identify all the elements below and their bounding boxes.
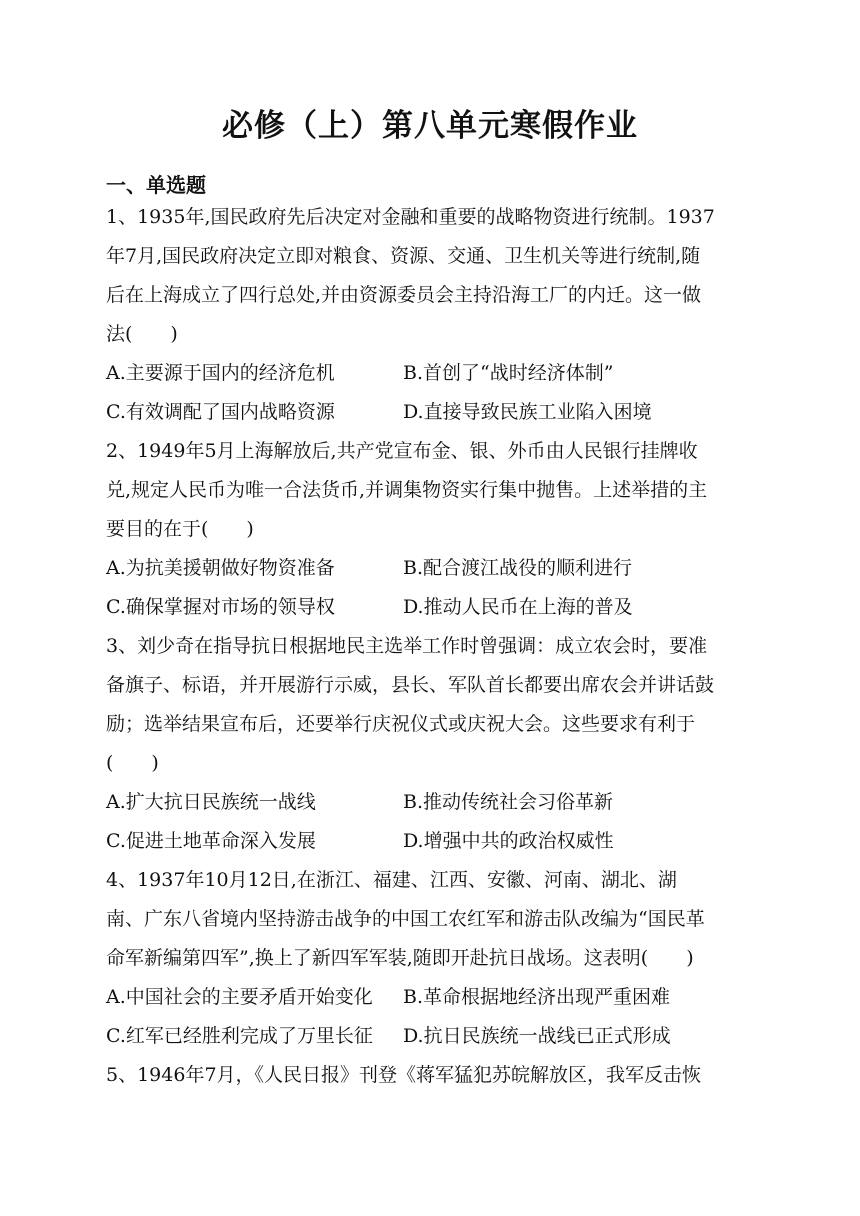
question-text-line: 2、1949年5月上海解放后,共产党宣布金、银、外币由人民银行挂牌收	[106, 440, 698, 462]
option-b: B.推动传统社会习俗革新	[403, 791, 614, 813]
option-row	[106, 354, 756, 393]
question-text-line: 4、1937年10月12日,在浙江、福建、江西、安徽、河南、湖北、湖	[106, 869, 677, 891]
question-text-line: 要目的在于( )	[106, 518, 254, 540]
question-text-line: 备旗子、标语，并开展游行示威，县长、军队首长都要出席农会并讲话鼓	[106, 674, 715, 696]
option-row	[106, 1017, 756, 1056]
question-5	[106, 1056, 756, 1095]
option-c: C.促进土地革命深入发展	[106, 830, 316, 852]
question-text-line: 法( )	[106, 323, 178, 345]
option-a: A.中国社会的主要矛盾开始变化	[106, 986, 373, 1008]
section-heading: 一、单选题	[106, 173, 206, 197]
option-d: D.推动人民币在上海的普及	[403, 596, 633, 618]
option-row	[106, 978, 756, 1017]
page-title: 必修（上）第八单元寒假作业	[222, 108, 638, 144]
question-text-line: 兑,规定人民币为唯一合法货币,并调集物资实行集中抛售。上述举措的主	[106, 479, 708, 501]
question-text-line: 1、1935年,国民政府先后决定对金融和重要的战略物资进行统制。1937	[106, 206, 715, 228]
question-text-line: 命军新编第四军”,换上了新四军军装,随即开赴抗日战场。这表明( )	[106, 947, 694, 969]
option-b: B.革命根据地经济出现严重困难	[403, 986, 671, 1008]
option-c: C.红军已经胜利完成了万里长征	[106, 1025, 373, 1047]
question-text-line: 南、广东八省境内坚持游击战争的中国工农红军和游击队改编为“国民革	[106, 908, 705, 930]
option-a: A.主要源于国内的经济危机	[106, 362, 335, 384]
question-1	[106, 198, 756, 432]
question-text-line: 年7月,国民政府决定立即对粮食、资源、交通、卫生机关等进行统制,随	[106, 245, 701, 267]
option-b: B.配合渡江战役的顺利进行	[403, 557, 633, 579]
option-c: C.确保掌握对市场的领导权	[106, 596, 335, 618]
option-row	[106, 393, 756, 432]
option-d: D.直接导致民族工业陷入困境	[403, 401, 652, 423]
question-3	[106, 627, 756, 861]
question-text-line: 3、刘少奇在指导抗日根据地民主选举工作时曾强调：成立农会时，要准	[106, 635, 708, 657]
question-text-line: 后在上海成立了四行总处,并由资源委员会主持沿海工厂的内迁。这一做	[106, 284, 702, 306]
option-a: A.为抗美援朝做好物资准备	[106, 557, 335, 579]
question-2	[106, 432, 756, 627]
question-text-line: ( )	[106, 752, 159, 774]
question-4	[106, 861, 756, 1056]
option-row	[106, 549, 756, 588]
option-d: D.增强中共的政治权威性	[403, 830, 614, 852]
option-d: D.抗日民族统一战线已正式形成	[403, 1025, 671, 1047]
option-row	[106, 822, 756, 861]
question-list	[106, 198, 756, 1095]
question-text-line: 5、1946年7月，《人民日报》刊登《蒋军猛犯苏皖解放区，我军反击恢	[106, 1064, 702, 1086]
option-a: A.扩大抗日民族统一战线	[106, 791, 316, 813]
option-row	[106, 588, 756, 627]
option-row	[106, 783, 756, 822]
question-text-line: 励；选举结果宣布后，还要举行庆祝仪式或庆祝大会。这些要求有利于	[106, 713, 696, 735]
option-c: C.有效调配了国内战略资源	[106, 401, 335, 423]
option-b: B.首创了“战时经济体制”	[403, 362, 614, 384]
